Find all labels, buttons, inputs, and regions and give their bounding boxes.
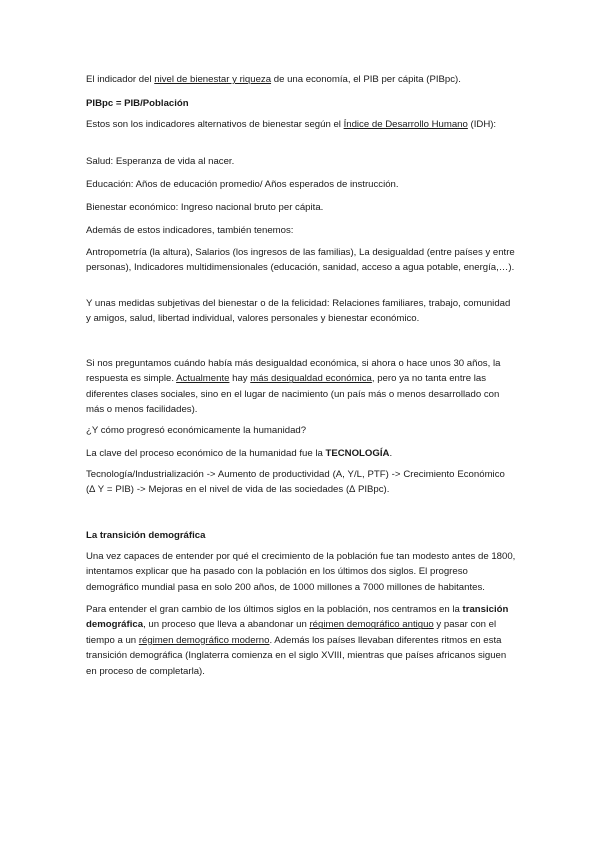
text-run: (IDH):: [467, 119, 497, 130]
text-run: La clave del proceso económico de la humanidad fue la: [86, 448, 326, 459]
paragraph-health: Salud: Esperanza de vida al nacer.: [86, 156, 235, 167]
bold-text: transición demográfica: [86, 604, 509, 631]
text-run: Estos son los indicadores alternativos de bienestar según el: [86, 119, 344, 130]
paragraph-additional-indicators: Además de estos indicadores, también tenemos:: [86, 225, 294, 236]
text-run: .: [389, 448, 393, 459]
text-run: , pero ya no tanta entre las diferentes clases sociales, sino en el lugar de nacimiento (un país más o menos desarrollado con más o menos facilidades).: [86, 373, 500, 416]
bold-text: TECNOLOGÍA: [325, 448, 390, 459]
underlined-text: régimen demográfico moderno: [138, 634, 270, 646]
text-run: de una economía, el PIB per cápita (PIBpc).: [271, 74, 461, 85]
paragraph-demographic-transition: [86, 602, 516, 679]
paragraph-inequality: [86, 356, 516, 418]
text-run: . Además los países llevaban diferentes ritmos en esta transición demográfica (Inglaterra comienza en el siglo XVIII, mientras que países africanos siguen en proceso de completarla).: [86, 634, 507, 677]
paragraph-gdp-indicator: [86, 72, 516, 87]
underlined-text: Índice de Desarrollo Humano: [343, 119, 468, 130]
paragraph-indicator-list: Antropometría (la altura), Salarios (los ingresos de las familias), La desigualdad (entre países y entre personas), Indicadores multidimensionales (educación, sanidad, acceso a agua potable, energía,…).: [86, 247, 515, 274]
paragraph-economic-welfare: Bienestar económico: Ingreso nacional bruto per cápita.: [86, 202, 324, 213]
paragraph-population-growth: Una vez capaces de entender por qué el crecimiento de la población fue tan modesto antes de 1800, intentamos explicar que ha pasado con la población en los últimos dos siglos. El progreso demográfico mundial pasa en solo 200 años, de 1000 millones a 7000 millones de habitantes.: [86, 551, 516, 593]
text-run: y pasar con el tiempo a un: [86, 619, 497, 646]
underlined-text: nivel de bienestar y riqueza: [154, 74, 272, 85]
section-heading-demographic-transition: La transición demográfica: [86, 530, 206, 541]
paragraph-technology: [86, 446, 516, 461]
paragraph-idh: [86, 117, 516, 132]
text-run: El indicador del: [86, 74, 155, 85]
paragraph-growth-chain: Tecnología/Industrialización -> Aumento de productividad (A, Y/L, PTF) -> Crecimiento Económico (∆ Y = PIB) -> Mejoras en el nivel de vida de las sociedades (∆ PIBpc).: [86, 469, 505, 496]
paragraph-education: Educación: Años de educación promedio/ Años esperados de instrucción.: [86, 179, 399, 190]
text-run: hay: [229, 373, 251, 385]
formula-pibpc: PIBpc = PIB/Población: [86, 98, 189, 109]
text-run: , un proceso que lleva a abandonar un: [143, 619, 310, 631]
underlined-text: más desigualdad económica: [250, 373, 372, 385]
underlined-text: régimen demográfico antiguo: [309, 619, 434, 631]
text-run: Si nos preguntamos cuándo había más desigualdad económica, si ahora o hace unos 30 años, la respuesta es simple.: [86, 358, 501, 385]
text-run: Para entender el gran cambio de los últimos siglos en la población, nos centramos en la: [86, 604, 463, 615]
underlined-text: Actualmente: [176, 373, 230, 385]
paragraph-question: ¿Y cómo progresó económicamente la humanidad?: [86, 425, 307, 436]
paragraph-subjective-measures: Y unas medidas subjetivas del bienestar o de la felicidad: Relaciones familiares, trabajo, comunidad y amigos, salud, libertad individual, valores personales y bienestar económico.: [86, 298, 511, 325]
